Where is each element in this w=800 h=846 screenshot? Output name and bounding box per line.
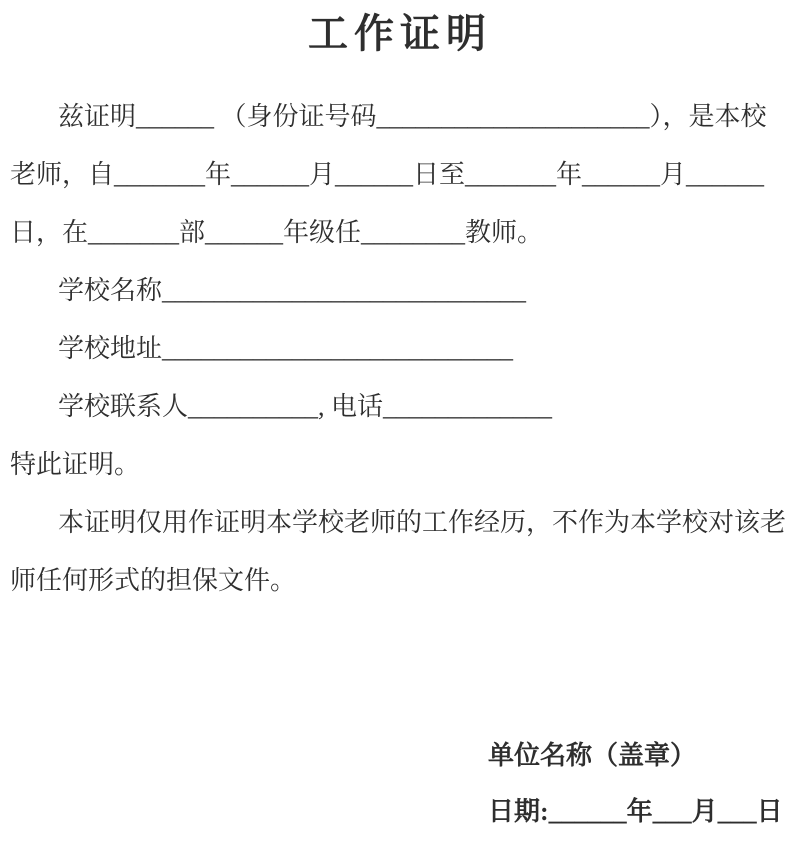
paragraph1-line1-certify-id-blank: 兹证明______ （身份证号码_____________________），是本校 — [58, 102, 767, 131]
document-body — [10, 88, 800, 610]
disclaimer-line1: 本证明仅用作证明本学校老师的工作经历，不作为本学校对该老 — [58, 508, 787, 537]
school-contact-phone-field-line: 学校联系人__________, 电话_____________ — [58, 392, 553, 421]
paragraph1-line2-employment-dates-blank: 老师，自_______年______月______日至_______年______月______ — [10, 160, 765, 189]
document-title: 工作证明 — [308, 11, 492, 56]
closing-statement-line: 特此证明。 — [10, 450, 141, 479]
school-address-field-line: 学校地址___________________________ — [58, 334, 514, 363]
signature-block — [488, 728, 783, 840]
disclaimer-line2: 师任何形式的担保文件。 — [10, 566, 297, 595]
paragraph1-line3-department-grade-blank: 日，在_______部______年级任________教师。 — [10, 218, 544, 247]
date-blank-line: 日期:______年___月___日 — [488, 797, 783, 826]
school-name-field-line: 学校名称____________________________ — [58, 276, 527, 305]
unit-name-seal-label: 单位名称（盖章） — [488, 741, 697, 770]
